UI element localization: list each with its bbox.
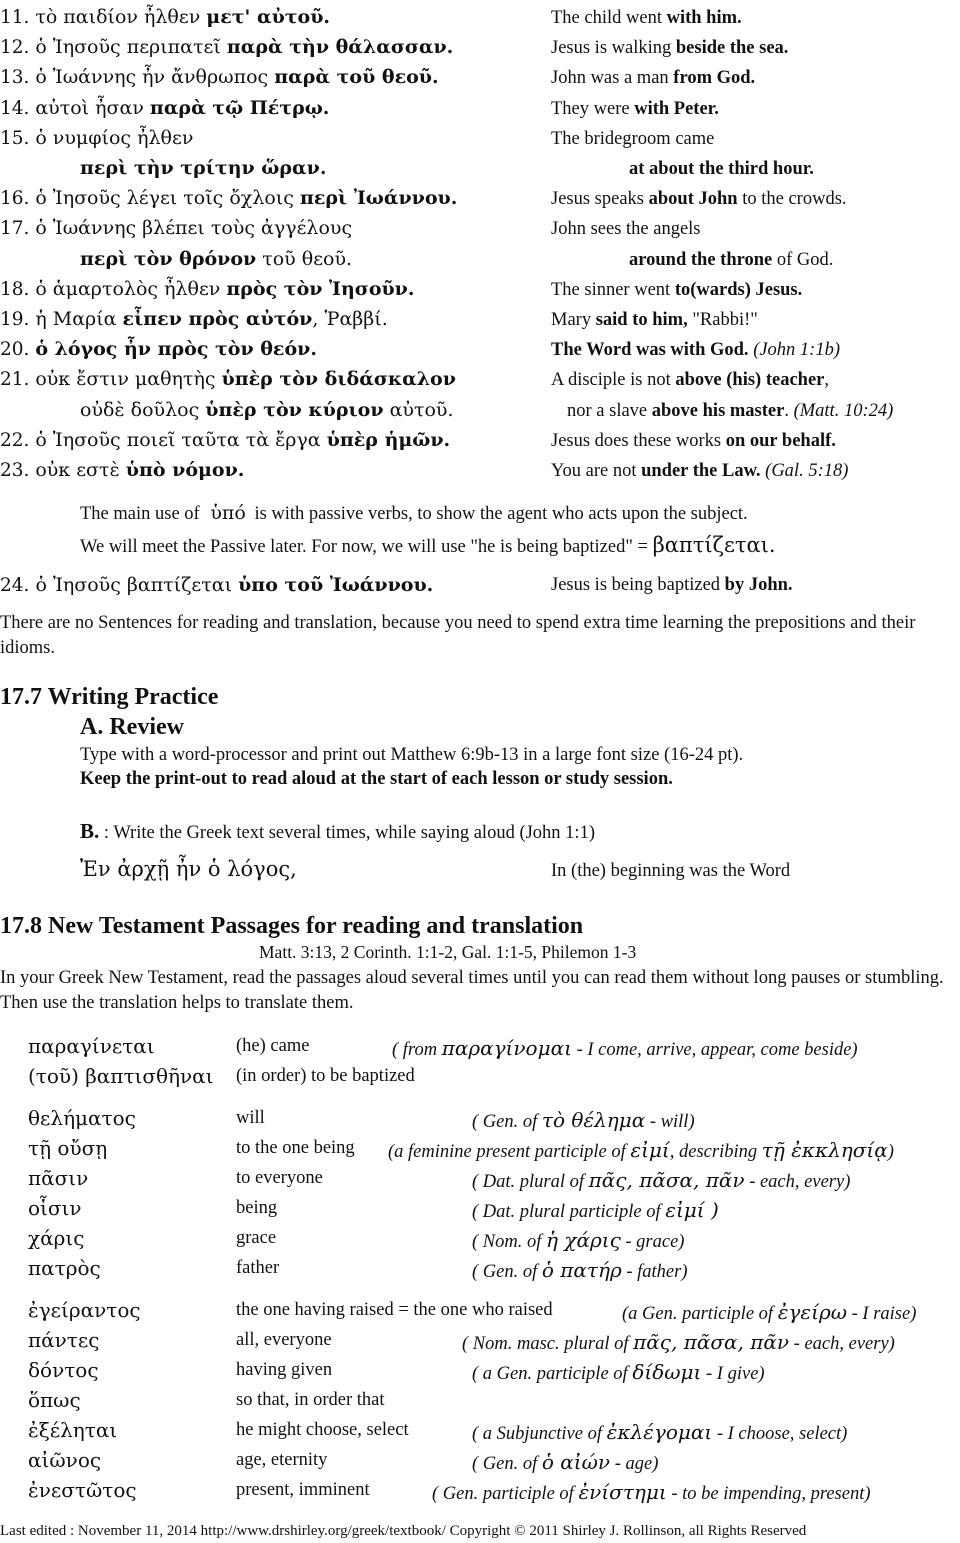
note-text: ( Gen. of <box>472 1262 542 1282</box>
english-segment: under the Law. <box>641 461 761 481</box>
example-greek <box>0 127 193 149</box>
example-number: 21. <box>0 369 36 391</box>
english-segment: . <box>784 400 794 421</box>
note-text: - grace) <box>620 1232 685 1252</box>
greek-term: εἰμί ) <box>665 1198 719 1222</box>
vocab-note <box>472 1198 719 1223</box>
greek-segment: ὁ Ἰησοῦς λέγει τοῖς ὄχλοις <box>35 187 300 210</box>
example-number: 16. <box>0 188 36 210</box>
practice-b-instruction: B. : Write the Greek text several times, while saying aloud (John 1:1) <box>80 819 595 843</box>
upo-note-line1: The main use of ὑπό is with passive verbs, to show the agent who acts upon the subject. <box>80 502 748 524</box>
greek-segment: περὶ Ἰωάννου. <box>299 187 458 210</box>
practice-english-text: In (the) beginning was the Word <box>551 861 791 881</box>
note-text: - to be impending, present) <box>666 1484 871 1504</box>
vocab-greek: δόντος <box>28 1358 99 1382</box>
vocab-note <box>432 1480 871 1505</box>
english-segment: said to him, <box>595 310 688 330</box>
note-text: ( Gen. of <box>472 1454 542 1474</box>
greek-segment: περὶ τὸν θρόνον <box>80 247 257 270</box>
vocab-greek: ἐνεστῶτος <box>28 1478 137 1502</box>
vocab-greek: πατρὸς <box>28 1256 101 1280</box>
vocab-english: present, imminent <box>236 1480 370 1500</box>
english-segment: above his master <box>651 400 785 421</box>
english-segment: Mary <box>551 310 596 330</box>
vocab-greek: θελήματος <box>28 1106 136 1130</box>
greek-term: ὁ πατήρ <box>541 1258 622 1282</box>
example-number: 15. <box>0 127 36 149</box>
vocab-english: so that, in order that <box>236 1390 385 1410</box>
note-text: - age) <box>610 1454 659 1474</box>
greek-term: τὸ θέλημα <box>541 1108 646 1132</box>
english-segment: The Word was with God. <box>551 340 749 361</box>
vocab-greek: τῇ οὔσῃ <box>28 1136 108 1160</box>
example-greek <box>0 187 457 209</box>
english-segment: to(wards) Jesus. <box>674 279 803 300</box>
vocab-english: the one having raised = the one who raised <box>236 1300 553 1320</box>
example-english <box>551 431 836 452</box>
vocab-greek: πᾶσιν <box>28 1166 89 1190</box>
note-text: - I raise) <box>847 1304 917 1324</box>
greek-segment: ὁ ἁμαρτολὸς ἦλθεν <box>35 277 227 300</box>
english-segment: above (his) teacher <box>675 370 825 391</box>
page-footer: Last edited : November 11, 2014 http://www.drshirley.org/greek/textbook/ Copyright © 2011 Shirley J. Rollinson, all Rights Reserved <box>0 1523 807 1539</box>
example-greek <box>0 308 388 330</box>
greek-term: ἐκλέγομαι <box>606 1420 713 1444</box>
note-text: , describing <box>669 1142 762 1162</box>
greek-segment: τὸ παιδίον ἦλθεν <box>35 6 207 28</box>
vocab-note <box>392 1036 858 1061</box>
example-english <box>551 370 829 391</box>
vocab-greek: αἰῶνος <box>28 1448 102 1472</box>
example-number: 14. <box>0 97 36 119</box>
example-greek <box>0 368 456 390</box>
greek-term: πᾶς, πᾶσα, πᾶν <box>633 1330 790 1354</box>
vocab-english: to everyone <box>236 1168 323 1188</box>
example-number: 13. <box>0 67 36 89</box>
note-text: - I come, arrive, appear, come beside) <box>571 1040 858 1060</box>
note-text: ( a Subjunctive of <box>472 1424 607 1444</box>
greek-term: βαπτίζεται. <box>652 533 776 557</box>
vocab-english: all, everyone <box>236 1330 332 1350</box>
vocab-english: (in order) to be baptized <box>236 1066 415 1086</box>
note-text: - each, every) <box>789 1334 895 1354</box>
example-greek <box>80 157 326 179</box>
no-sentences-paragraph: There are no Sentences for reading and translation, because you need to spend extra time learning the prepositions and their idioms. <box>0 613 916 658</box>
english-segment: Jesus speaks <box>551 189 649 210</box>
greek-segment: , Ῥαββί. <box>312 308 388 330</box>
example-english <box>551 189 847 210</box>
greek-segment: παρὰ τοῦ θεοῦ. <box>274 66 439 89</box>
vocab-english: grace <box>236 1228 277 1248</box>
greek-segment: εἶπεν πρὸς αὐτόν <box>122 308 313 330</box>
example-number: 19. <box>0 309 36 330</box>
english-segment: at about the third hour. <box>629 159 814 179</box>
vocab-note <box>622 1300 916 1325</box>
greek-segment: ὑπὲρ τὸν κύριον <box>205 398 384 421</box>
section-heading-17-7: 17.7 Writing Practice <box>0 684 219 710</box>
english-segment: on our behalf. <box>725 430 836 451</box>
greek-segment: ὁ Ἰωάννης βλέπει τοὺς ἀγγέλους <box>35 217 353 240</box>
vocab-greek: χάρις <box>28 1226 85 1250</box>
vocab-note <box>472 1168 850 1193</box>
passage-references: Matt. 3:13, 2 Corinth. 1:1-2, Gal. 1:1-5, Philemon 1-3 <box>259 942 637 962</box>
vocab-greek: ὅπως <box>28 1388 81 1412</box>
greek-segment: ὁ Ἰησοῦς ποιεῖ ταῦτα τὰ ἔργα <box>35 428 327 451</box>
greek-term: τῇ ἐκκλησίᾳ <box>761 1138 888 1162</box>
note-text: ( Gen. of <box>472 1112 542 1132</box>
example-english <box>551 310 758 331</box>
section-heading-17-8: 17.8 New Testament Passages for reading and translation <box>0 913 584 939</box>
example-english <box>551 129 714 150</box>
greek-segment: ὁ λόγος ἦν πρὸς τὸν θεόν. <box>35 338 317 361</box>
english-segment: The bridegroom came <box>551 128 715 149</box>
example-24-greek: 24. ὁ Ἰησοῦς βαπτίζεται ὑπο τοῦ Ἰωάννου. <box>0 574 434 596</box>
english-segment: to the crowds. <box>737 189 847 210</box>
note-text: - I give) <box>701 1364 765 1384</box>
vocab-note <box>472 1420 847 1445</box>
review-instruction: Type with a word-processor and print out Matthew 6:9b-13 in a large font size (16-24 pt). <box>80 745 744 765</box>
example-number: 18. <box>0 278 36 300</box>
example-number: 23. <box>0 460 36 481</box>
vocab-note <box>472 1228 684 1253</box>
example-english <box>551 99 719 120</box>
greek-segment: παρὰ τῷ Πέτρῳ. <box>149 96 330 119</box>
greek-segment: μετ' αὐτοῦ. <box>206 6 331 28</box>
note-text: - each, every) <box>744 1172 851 1192</box>
example-english <box>551 461 848 482</box>
note-text: ( Nom. masc. plural of <box>462 1334 634 1354</box>
example-english <box>629 250 833 271</box>
english-segment: John was a man <box>551 68 674 89</box>
vocab-english: (he) came <box>236 1036 310 1056</box>
example-number: 17. <box>0 218 36 240</box>
greek-term: πᾶς, πᾶσα, πᾶν <box>588 1168 745 1192</box>
vocab-greek: παραγίνεται <box>28 1034 155 1058</box>
reading-instructions: In your Greek New Testament, read the passages aloud several times until you can read them without long pauses or stumbling. Then use the translation helps to translate them. <box>0 968 944 1013</box>
example-greek <box>0 338 317 360</box>
greek-segment: τοῦ θεοῦ. <box>256 247 353 270</box>
english-segment: The child went <box>551 8 667 28</box>
greek-segment: παρὰ τὴν θάλασσαν. <box>226 36 454 59</box>
example-greek <box>80 248 352 270</box>
english-segment: with Peter. <box>634 98 719 119</box>
vocab-english: father <box>236 1258 280 1278</box>
greek-segment: αὐτοῦ. <box>383 398 454 421</box>
english-segment: , <box>824 370 829 391</box>
english-segment: You are not <box>551 461 642 481</box>
note-text: ( Nom. of <box>472 1232 546 1252</box>
greek-term: δίδωμι <box>632 1360 702 1384</box>
greek-term: εἰμί <box>630 1138 670 1162</box>
greek-segment: ὑπὸ νόμον. <box>125 459 245 481</box>
upo-note-line2: We will meet the Passive later. For now, we will use "he is being baptized" = βαπτίζεται. <box>80 533 776 557</box>
english-segment: A disciple is not <box>551 370 676 391</box>
greek-segment: ὁ νυμφίος ἦλθεν <box>35 126 194 149</box>
note-text: - I choose, select) <box>712 1424 848 1444</box>
example-english <box>629 159 814 180</box>
note-text: ( Gen. participle of <box>432 1484 579 1504</box>
greek-segment: περὶ τὴν τρίτην ὥραν. <box>80 157 327 179</box>
example-number: 11. <box>0 7 36 28</box>
example-english <box>551 8 742 29</box>
greek-term: ὑπό <box>210 502 246 524</box>
english-segment: from God. <box>673 68 756 89</box>
english-segment: with him. <box>666 8 742 28</box>
example-24-english: Jesus is being baptized by John. <box>551 575 793 595</box>
example-greek <box>80 399 454 421</box>
note-text: (a Gen. participle of <box>622 1304 778 1324</box>
note-text: ( Dat. plural of <box>472 1172 589 1192</box>
vocab-english: having given <box>236 1360 333 1380</box>
note-text: ) <box>887 1142 894 1162</box>
english-segment: "Rabbi!" <box>687 310 758 330</box>
vocab-note <box>472 1360 765 1385</box>
vocab-greek: (τοῦ) βαπτισθῆναι <box>28 1064 214 1088</box>
subheading-review: A. Review <box>80 714 184 740</box>
example-greek <box>0 429 450 451</box>
example-number: 22. <box>0 429 36 451</box>
vocab-english: age, eternity <box>236 1450 328 1470</box>
greek-segment: ὁ Ἰωάννης ἦν ἄνθρωπος <box>35 66 275 89</box>
english-segment: around the throne <box>629 249 773 270</box>
english-segment: John sees the angels <box>551 219 701 240</box>
note-text: - will) <box>645 1112 695 1132</box>
note-text: ( Dat. plural participle of <box>472 1202 666 1222</box>
greek-term: ὁ αἰών <box>541 1450 611 1474</box>
greek-segment: ὑπὲρ ἡμῶν. <box>326 428 451 451</box>
greek-term: ἐνίστημι <box>578 1480 667 1504</box>
example-number: 12. <box>0 37 36 59</box>
english-segment: (Gal. 5:18) <box>760 461 849 481</box>
greek-segment: οὐδὲ δοῦλος <box>80 398 206 421</box>
vocab-english: he might choose, select <box>236 1420 409 1440</box>
example-greek <box>0 97 329 119</box>
greek-term: ἡ χάρις <box>546 1228 621 1252</box>
note-text: ( from <box>392 1040 442 1060</box>
example-greek <box>0 36 453 58</box>
english-segment: Jesus does these works <box>551 430 726 451</box>
greek-term: ἐγείρω <box>777 1300 848 1324</box>
example-greek <box>0 459 244 481</box>
review-reminder: Keep the print-out to read aloud at the start of each lesson or study session. <box>80 769 673 789</box>
vocab-note <box>472 1258 688 1283</box>
english-segment: (Matt. 10:24) <box>793 400 894 421</box>
greek-segment: ὑπὲρ τὸν διδάσκαλον <box>221 368 456 391</box>
greek-segment: ὁ Ἰησοῦς περιπατεῖ <box>35 36 227 59</box>
english-segment: of God. <box>772 249 834 270</box>
english-segment: The sinner went <box>551 279 675 300</box>
vocab-english: will <box>236 1108 265 1128</box>
example-english <box>551 219 701 240</box>
example-number: 20. <box>0 339 36 361</box>
english-segment: Jesus is walking <box>551 38 676 59</box>
example-greek <box>0 66 439 88</box>
example-english <box>551 280 802 301</box>
greek-segment: πρὸς τὸν Ἰησοῦν. <box>226 277 415 300</box>
example-english <box>551 340 840 361</box>
vocab-greek: οἷσιν <box>28 1196 82 1220</box>
vocab-greek: πάντες <box>28 1328 100 1352</box>
english-segment: beside the sea. <box>675 38 789 59</box>
example-greek <box>0 6 330 28</box>
note-text: - father) <box>621 1262 688 1282</box>
vocab-greek: ἐγείραντος <box>28 1298 141 1322</box>
note-text: (a feminine present participle of <box>388 1142 631 1162</box>
vocab-note <box>462 1330 895 1355</box>
practice-greek-text: Ἐν ἀρχῇ ἦν ὁ λόγος, <box>80 857 297 881</box>
greek-term: παραγίνομαι <box>441 1036 572 1060</box>
vocab-note <box>388 1138 894 1163</box>
vocab-note <box>472 1450 658 1475</box>
english-segment: nor a slave <box>567 400 652 421</box>
example-greek <box>0 217 352 239</box>
vocab-english: to the one being <box>236 1138 355 1158</box>
vocab-greek: ἐξέληται <box>28 1418 118 1442</box>
greek-segment: αὐτοὶ ἦσαν <box>35 96 150 119</box>
example-english <box>551 68 755 89</box>
english-segment: about John <box>648 189 738 210</box>
note-text: ( a Gen. participle of <box>472 1364 633 1384</box>
greek-segment: οὐκ εστὲ <box>35 459 126 481</box>
example-greek <box>0 278 414 300</box>
english-segment: (John 1:1b) <box>748 340 841 361</box>
greek-segment: ἡ Μαρία <box>35 308 123 330</box>
english-segment: They were <box>551 98 635 119</box>
example-english <box>567 401 893 422</box>
greek-segment: οὐκ ἔστιν μαθητὴς <box>35 368 222 391</box>
example-english <box>551 38 788 59</box>
vocab-english: being <box>236 1198 278 1218</box>
vocab-note <box>472 1108 695 1133</box>
